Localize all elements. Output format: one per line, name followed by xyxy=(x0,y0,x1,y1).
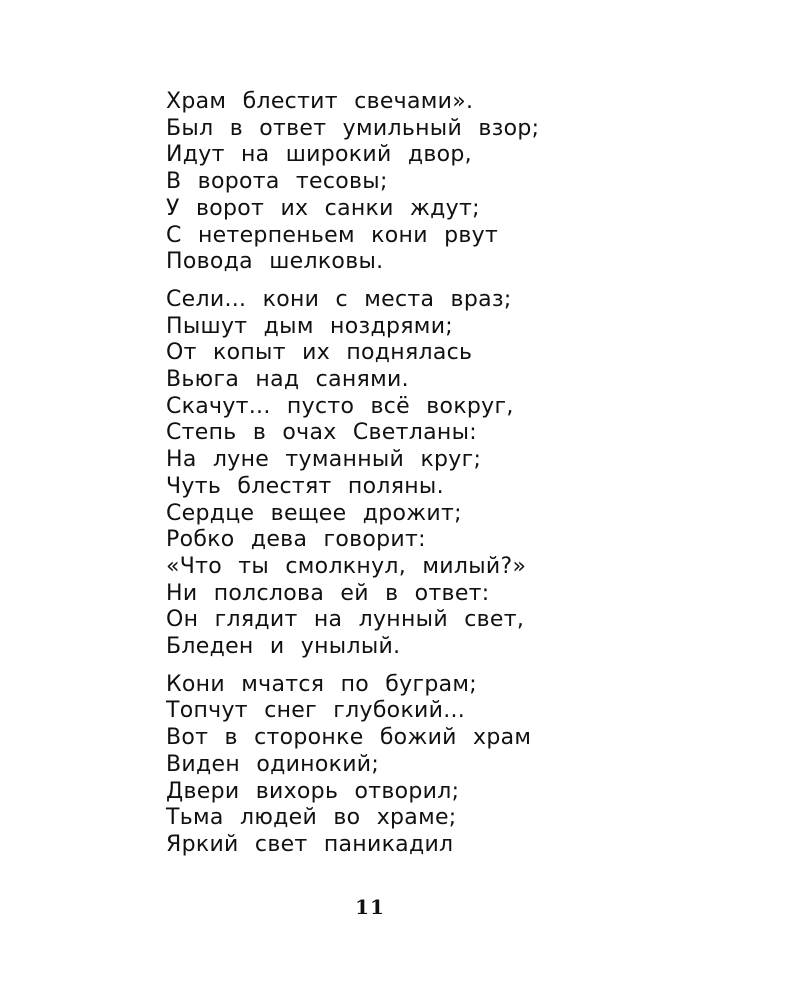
page-number: 11 xyxy=(355,895,385,919)
poem-line: От копыт их поднялась xyxy=(166,340,473,366)
poem-line: Повода шелковы. xyxy=(166,249,384,275)
stanza-2 xyxy=(166,287,766,661)
poem-line: «Что ты смолкнул, милый?» xyxy=(166,553,527,579)
stanza-1 xyxy=(166,89,766,276)
poem-line: С нетерпеньем кони рвут xyxy=(166,222,499,248)
poem-line: Сердце вещее дрожит; xyxy=(166,500,462,526)
poem-line: В ворота тесовы; xyxy=(166,169,388,195)
poem-line: Топчут снег глубокий... xyxy=(166,698,466,724)
poem-line: Пышут дым ноздрями; xyxy=(166,313,454,339)
poem-line: Идут на широкий двор, xyxy=(166,142,472,168)
poem-line: Двери вихорь отворил; xyxy=(166,778,460,804)
poem-text xyxy=(166,89,766,859)
poem-line: Был в ответ умильный взор; xyxy=(166,115,540,141)
poem-line: Вьюга над санями. xyxy=(166,367,409,393)
poem-line: Вот в сторонке божий храм xyxy=(166,725,532,751)
poem-line: Сели... кони с места враз; xyxy=(166,286,512,312)
stanza-3 xyxy=(166,672,766,859)
poem-line: Яркий свет паникадил xyxy=(166,831,454,857)
poem-line: У ворот их санки ждут; xyxy=(166,195,480,221)
poem-line: Кони мчатся по буграм; xyxy=(166,671,478,697)
poem-line: Чуть блестят поляны. xyxy=(166,473,444,499)
poem-line: Храм блестит свечами». xyxy=(166,89,474,114)
poem-line: Тьма людей во храме; xyxy=(166,805,457,831)
poem-line: Виден одинокий; xyxy=(166,751,380,777)
poem-line: На луне туманный круг; xyxy=(166,447,482,473)
poem-line: Скачут... пусто всё вокруг, xyxy=(166,393,514,419)
poem-line: Робко дева говорит: xyxy=(166,527,426,553)
poem-line: Ни полслова ей в ответ: xyxy=(166,580,490,606)
poem-line: Степь в очах Светланы: xyxy=(166,420,477,446)
poem-line: Бледен и унылый. xyxy=(166,634,401,660)
poem-line: Он глядит на лунный свет, xyxy=(166,607,525,633)
